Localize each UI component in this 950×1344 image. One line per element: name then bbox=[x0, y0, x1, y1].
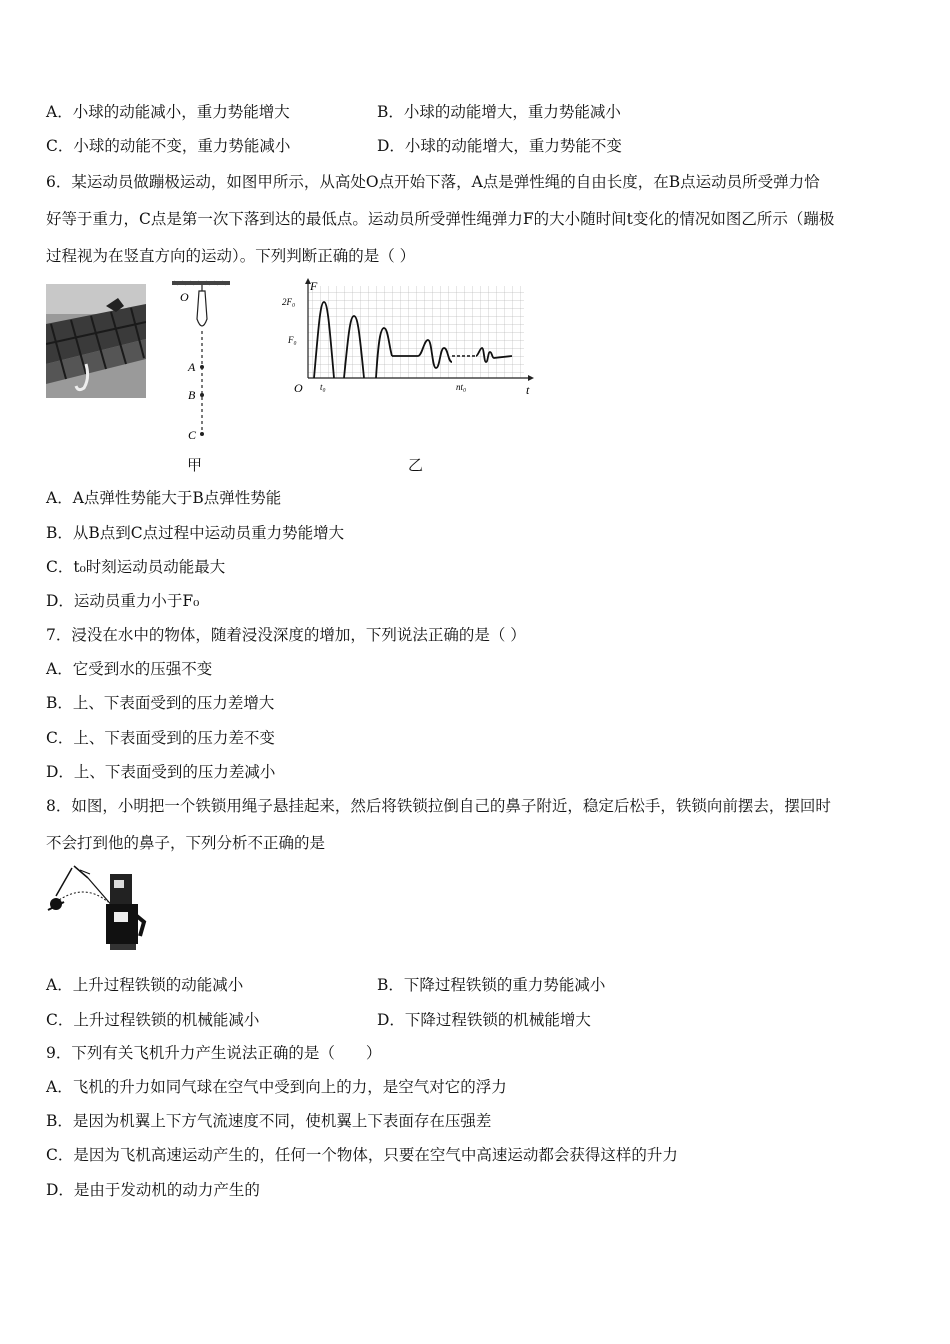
q9-option-a: A．飞机的升力如同气球在空气中受到向上的力，是空气对它的浮力 bbox=[46, 1078, 507, 1096]
force-time-graph bbox=[280, 276, 535, 400]
point-o-label: O bbox=[180, 290, 189, 304]
point-c-label: C bbox=[188, 428, 197, 442]
bungee-photo bbox=[46, 284, 146, 398]
q6-option-c: C．t₀时刻运动员动能最大 bbox=[46, 558, 226, 576]
graph-origin-label: O bbox=[294, 381, 303, 395]
q8-option-b: B．下降过程铁锁的重力势能减小 bbox=[377, 976, 606, 994]
q6-option-b: B．从B点到C点过程中运动员重力势能增大 bbox=[46, 524, 345, 542]
graph-tick-2f0: 2F₀ bbox=[282, 297, 296, 307]
bungee-diagram bbox=[166, 279, 236, 449]
point-b-label: B bbox=[188, 388, 196, 402]
q7-option-a: A．它受到水的压强不变 bbox=[46, 660, 213, 678]
q8-option-c: C．上升过程铁锁的机械能减小 bbox=[46, 1011, 260, 1029]
q5-option-a: A．小球的动能减小，重力势能增大 bbox=[46, 103, 290, 121]
pendulum-lock-figure bbox=[44, 862, 152, 950]
q9-option-b: B．是因为机翼上下方气流速度不同，使机翼上下表面存在压强差 bbox=[46, 1112, 492, 1130]
q8-stem-line2: 不会打到他的鼻子，下列分析不正确的是 bbox=[46, 834, 326, 852]
q6-stem-line3: 过程视为在竖直方向的运动）。下列判断正确的是（ ） bbox=[46, 247, 416, 265]
q9-option-d: D．是由于发动机的动力产生的 bbox=[46, 1181, 260, 1199]
graph-y-axis-label: F bbox=[310, 279, 318, 293]
q8-option-d: D．下降过程铁锁的机械能增大 bbox=[377, 1011, 591, 1029]
q8-stem-line1: 8．如图，小明把一个铁锁用绳子悬挂起来，然后将铁锁拉倒自己的鼻子附近，稳定后松手，铁锁向前摆去，摆回时 bbox=[46, 797, 831, 815]
q7-option-b: B．上、下表面受到的压力差增大 bbox=[46, 694, 275, 712]
q6-stem-line1: 6．某运动员做蹦极运动，如图甲所示，从高处O点开始下落，A点是弹性绳的自由长度，在B点运动员所受弹力恰 bbox=[46, 173, 820, 191]
q5-option-c: C．小球的动能不变，重力势能减小 bbox=[46, 137, 291, 155]
q9-stem: 9．下列有关飞机升力产生说法正确的是（ ） bbox=[46, 1044, 382, 1062]
q8-option-a: A．上升过程铁锁的动能减小 bbox=[46, 976, 244, 994]
q7-option-d: D．上、下表面受到的压力差减小 bbox=[46, 763, 276, 781]
graph-tick-nt0: nt₀ bbox=[456, 382, 467, 392]
q6-option-d: D．运动员重力小于F₀ bbox=[46, 592, 200, 610]
point-a-label: A bbox=[188, 360, 196, 374]
figure-yi-label: 乙 bbox=[408, 456, 424, 474]
q5-option-d: D．小球的动能增大，重力势能不变 bbox=[377, 137, 622, 155]
q7-stem: 7．浸没在水中的物体，随着浸没深度的增加，下列说法正确的是（ ） bbox=[46, 626, 526, 644]
figure-jia-label: 甲 bbox=[187, 456, 203, 474]
graph-x-axis-label: t bbox=[526, 383, 530, 397]
graph-tick-t0: t₀ bbox=[320, 382, 326, 392]
q6-stem-line2: 好等于重力，C点是第一次下落到达的最低点。运动员所受弹性绳弹力F的大小随时间t变化的情况如图乙所示（蹦极 bbox=[46, 210, 835, 228]
q9-option-c: C．是因为飞机高速运动产生的，任何一个物体，只要在空气中高速运动都会获得这样的升力 bbox=[46, 1146, 678, 1164]
q7-option-c: C．上、下表面受到的压力差不变 bbox=[46, 729, 275, 747]
q6-option-a: A．A点弹性势能大于B点弹性势能 bbox=[46, 489, 282, 507]
graph-tick-f0: F₀ bbox=[288, 335, 297, 345]
q5-option-b: B．小球的动能增大，重力势能减小 bbox=[377, 103, 621, 121]
